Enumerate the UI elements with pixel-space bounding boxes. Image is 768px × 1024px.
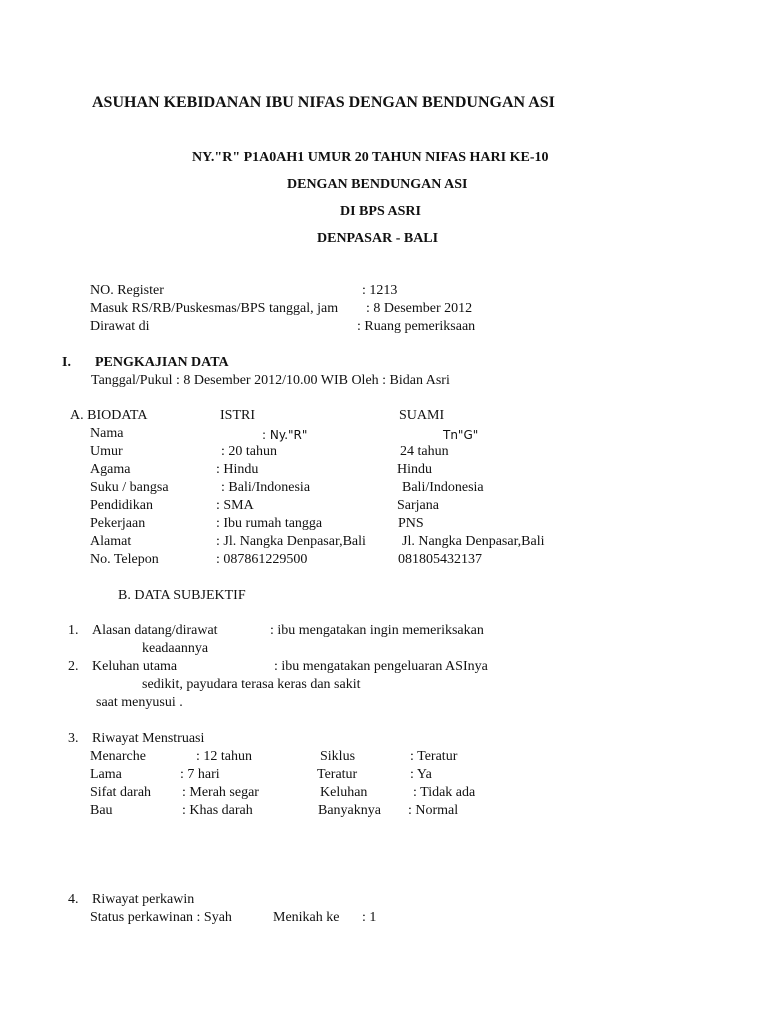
menstrual-label: Lama	[90, 767, 122, 782]
care-location-label: Dirawat di	[90, 319, 150, 334]
marriage-count-value: : 1	[362, 910, 377, 925]
marriage-history-title: Riwayat perkawin	[92, 892, 195, 907]
marital-status: Status perkawinan : Syah	[90, 910, 232, 925]
register-label: NO. Register	[90, 283, 164, 298]
visit-reason-continuation: keadaannya	[142, 641, 209, 656]
menstrual-label: Sifat darah	[90, 785, 152, 800]
menstrual-value: : Tidak ada	[413, 785, 476, 800]
menstrual-label: Bau	[90, 803, 113, 818]
list-number: 2.	[68, 659, 79, 674]
admission-label: Masuk RS/RB/Puskesmas/BPS tanggal, jam	[90, 301, 339, 316]
biodata-suami-value: PNS	[398, 516, 424, 531]
city-subtitle: DENPASAR - BALI	[317, 231, 439, 246]
biodata-suami-value: Hindu	[397, 462, 432, 477]
biodata-istri-value: : Ny."R"	[262, 428, 308, 442]
main-complaint-continuation: sedikit, payudara terasa keras dan sakit	[142, 677, 361, 692]
section-number: I.	[62, 355, 71, 370]
biodata-heading: A. BIODATA	[70, 408, 148, 423]
menstrual-label: Siklus	[320, 749, 356, 764]
assessment-date-line: Tanggal/Pukul : 8 Desember 2012/10.00 WIB Oleh : Bidan Asri	[91, 373, 450, 388]
menstrual-label: Banyaknya	[318, 803, 381, 818]
visit-reason-label: Alasan datang/dirawat	[92, 623, 218, 638]
menstrual-value: : 7 hari	[180, 767, 220, 782]
suami-column-header: SUAMI	[399, 408, 445, 423]
biodata-label: Agama	[90, 462, 131, 477]
location-subtitle: DI BPS ASRI	[340, 204, 421, 219]
biodata-label: Suku / bangsa	[90, 480, 169, 495]
list-number: 3.	[68, 731, 79, 746]
menstrual-history-title: Riwayat Menstruasi	[92, 731, 205, 746]
marriage-count-label: Menikah ke	[273, 910, 340, 925]
biodata-istri-value: : 20 tahun	[221, 444, 277, 459]
menstrual-value: : Normal	[408, 803, 459, 818]
biodata-suami-value: 24 tahun	[400, 444, 449, 459]
list-number: 1.	[68, 623, 79, 638]
document-title: ASUHAN KEBIDANAN IBU NIFAS DENGAN BENDUNGAN ASI	[92, 94, 555, 111]
admission-value: : 8 Desember 2012	[366, 301, 473, 316]
condition-subtitle: DENGAN BENDUNGAN ASI	[287, 177, 468, 192]
biodata-label: Nama	[90, 426, 124, 441]
biodata-istri-value: : Hindu	[216, 462, 259, 477]
biodata-istri-value: : Jl. Nangka Denpasar,Bali	[216, 534, 366, 549]
menstrual-value: : Ya	[410, 767, 432, 782]
care-location-value: : Ruang pemeriksaan	[357, 319, 476, 334]
section-title: PENGKAJIAN DATA	[95, 355, 229, 370]
biodata-suami-value: Tn"G"	[443, 428, 479, 442]
biodata-label: Alamat	[90, 534, 132, 549]
biodata-suami-value: 081805432137	[398, 552, 482, 567]
biodata-label: No. Telepon	[90, 552, 159, 567]
menstrual-value: : Khas darah	[182, 803, 253, 818]
main-complaint-label: Keluhan utama	[92, 659, 178, 674]
biodata-label: Pendidikan	[90, 498, 153, 513]
biodata-istri-value: : SMA	[216, 498, 254, 513]
register-value: : 1213	[362, 283, 398, 298]
menstrual-value: : 12 tahun	[196, 749, 252, 764]
main-complaint-continuation: saat menyusui .	[96, 695, 183, 710]
menstrual-label: Teratur	[317, 767, 358, 782]
list-number: 4.	[68, 892, 79, 907]
patient-subtitle: NY."R" P1A0AH1 UMUR 20 TAHUN NIFAS HARI KE-10	[192, 150, 549, 165]
visit-reason-value: : ibu mengatakan ingin memeriksakan	[270, 623, 484, 638]
main-complaint-value: : ibu mengatakan pengeluaran ASInya	[274, 659, 488, 674]
menstrual-label: Menarche	[90, 749, 146, 764]
biodata-suami-value: Bali/Indonesia	[402, 480, 484, 495]
biodata-label: Pekerjaan	[90, 516, 146, 531]
biodata-istri-value: : 087861229500	[216, 552, 308, 567]
subjective-heading: B. DATA SUBJEKTIF	[118, 588, 246, 603]
menstrual-value: : Merah segar	[182, 785, 259, 800]
biodata-label: Umur	[90, 444, 123, 459]
menstrual-label: Keluhan	[320, 785, 368, 800]
biodata-istri-value: : Ibu rumah tangga	[216, 516, 323, 531]
biodata-suami-value: Jl. Nangka Denpasar,Bali	[402, 534, 545, 549]
menstrual-value: : Teratur	[410, 749, 458, 764]
istri-column-header: ISTRI	[220, 408, 255, 423]
biodata-istri-value: : Bali/Indonesia	[221, 480, 311, 495]
biodata-suami-value: Sarjana	[397, 498, 439, 513]
